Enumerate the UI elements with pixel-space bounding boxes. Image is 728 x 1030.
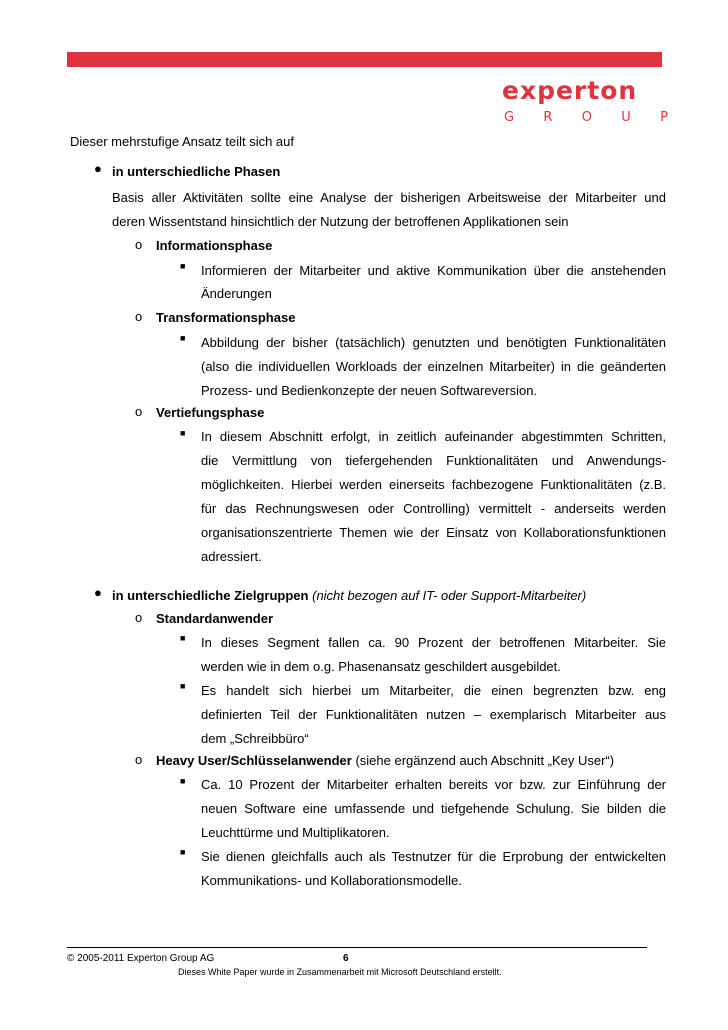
phase-title: Transformationsphase [156, 310, 296, 325]
page-number: 6 [343, 953, 349, 964]
circle-bullet: o [135, 752, 143, 767]
group-title: Heavy User/Schlüsselanwender [156, 753, 352, 768]
group-text: Ca. 10 Prozent der Mitarbeiter erhalten bereits vor bzw. zur Einführung der [201, 777, 666, 792]
circle-bullet: o [135, 610, 143, 625]
heavy-user-heading [156, 752, 614, 770]
square-bullet: ■ [180, 681, 186, 691]
square-bullet: ■ [180, 847, 186, 857]
intro-text: Dieser mehrstufige Ansatz teilt sich auf [70, 134, 294, 149]
footer-divider [67, 947, 647, 948]
heavy-user-note: (siehe ergänzend auch Abschnitt „Key User“) [351, 753, 615, 768]
group-text: In dieses Segment fallen ca. 90 Prozent der betroffenen Mitarbeiter. Sie [201, 635, 666, 650]
header-bar [67, 52, 662, 67]
square-bullet: ■ [180, 776, 186, 786]
phase-text: adressiert. [201, 549, 262, 564]
group-title: Standardanwender [156, 611, 274, 626]
group-text: Kommunikations- und Kollaborationsmodelle. [201, 873, 462, 888]
group-text: neuen Software eine umfassende und tiefgehende Schulung. Sie bilden die [201, 801, 666, 816]
phase-text: organisationszentrierte Themen wie der Einsatz von Kollaborationsfunktionen [201, 525, 666, 540]
square-bullet: ■ [180, 333, 186, 343]
group-text: definierten Teil der Funktionalitäten nutzen – exemplarisch Mitarbeiter aus [201, 707, 666, 722]
phase-text: für das Rechnungswesen oder Controlling) vermittelt - anderseits werden [201, 501, 666, 516]
phase-text: Abbildung der bisher (tatsächlich) genutzten und benötigten Funktionalitäten [201, 335, 666, 350]
circle-bullet: o [135, 237, 143, 252]
logo-letter: O [581, 110, 592, 125]
section1-title: in unterschiedliche Phasen [112, 164, 281, 179]
group-text: Leuchttürme und Multiplikatoren. [201, 825, 390, 840]
phase-text: möglichkeiten. Hierbei werden einerseits fachbezogene Funktionalitäten (z.B. [201, 477, 666, 492]
logo-letter: U [621, 110, 631, 125]
logo-letter: P [660, 110, 668, 125]
group-text: Sie dienen gleichfalls auch als Testnutzer für die Erprobung der entwickelten [201, 849, 666, 864]
phase-title: Informationsphase [156, 238, 273, 253]
square-bullet: ■ [180, 428, 186, 438]
section2-heading [112, 587, 586, 605]
square-bullet: ■ [180, 261, 186, 271]
square-bullet: ■ [180, 633, 186, 643]
bullet-dot: ● [94, 585, 102, 600]
section1-desc: deren Wissentstand hinsichtlich der Nutzung der betroffenen Applikationen sein [112, 214, 569, 229]
phase-title: Vertiefungsphase [156, 405, 265, 420]
section2-note: (nicht bezogen auf IT- oder Support-Mitarbeiter) [312, 588, 587, 603]
footer-note: Dieses White Paper wurde in Zusammenarbeit mit Microsoft Deutschland erstellt. [178, 967, 502, 977]
phase-text: In diesem Abschnitt erfolgt, in zeitlich aufeinander abgestimmten Schritten, [201, 429, 666, 444]
group-text: werden wie in dem o.g. Phasenansatz geschildert ausgebildet. [201, 659, 561, 674]
phase-text: Änderungen [201, 286, 272, 301]
footer-copyright: © 2005-2011 Experton Group AG [67, 953, 215, 964]
logo-wordmark: experton [502, 76, 638, 105]
logo-letter: G [504, 110, 515, 125]
phase-text: Prozess- und Bedienkonzepte der neuen Softwareversion. [201, 383, 538, 398]
section2-title: in unterschiedliche Zielgruppen [112, 588, 309, 603]
circle-bullet: o [135, 404, 143, 419]
section1-desc: Basis aller Aktivitäten sollte eine Analyse der bisherigen Arbeitsweise der Mitarbeiter und [112, 190, 666, 205]
logo-letter: R [543, 110, 553, 125]
phase-text: Informieren der Mitarbeiter und aktive Kommunikation über die anstehenden [201, 263, 666, 278]
group-text: Es handelt sich hierbei um Mitarbeiter, die einen begrenzten bzw. eng [201, 683, 666, 698]
circle-bullet: o [135, 309, 143, 324]
phase-text: die Vermittlung von tiefergehenden Funktionalitäten und Anwendungs- [201, 453, 666, 468]
group-text: dem „Schreibbüro“ [201, 731, 309, 746]
bullet-dot: ● [94, 161, 102, 176]
logo-group-letters [504, 110, 668, 125]
phase-text: (also die individuellen Workloads der einzelnen Mitarbeiter) in die geänderten [201, 359, 666, 374]
